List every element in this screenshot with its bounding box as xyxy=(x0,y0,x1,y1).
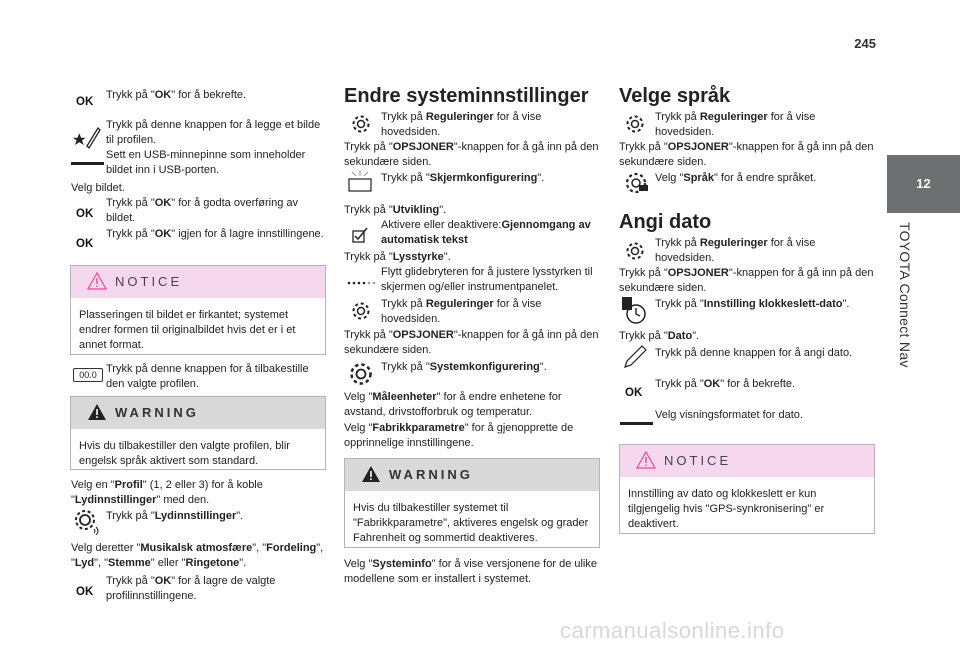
notice-triangle-icon xyxy=(87,272,107,290)
col1-p6: Trykk på "OK" igjen for å lagre innstillingene. xyxy=(106,228,324,240)
col2-p4: Trykk på "Utvikling". xyxy=(344,204,447,216)
page-number: 245 xyxy=(854,36,876,51)
chapter-tab-number: 12 xyxy=(887,155,960,213)
ok-icon: OK xyxy=(76,586,94,598)
slider-dots-icon xyxy=(346,278,376,288)
gear-icon xyxy=(624,240,646,262)
col3-p6: Trykk på "Innstilling klokkeslett-dato". xyxy=(655,298,850,310)
notice-box xyxy=(70,265,326,355)
col1-p1: Trykk på "OK" for å bekrefte. xyxy=(106,89,247,101)
col2-p7: Flytt glidebryteren for å justere lysstyrken til skjermen og/eller instrumentpanelet. xyxy=(381,266,593,293)
col3-p7: Trykk på "Dato". xyxy=(619,330,700,342)
checkbox-icon xyxy=(352,227,370,243)
gear-icon xyxy=(624,113,646,135)
warning-text: Hvis du tilbakestiller systemet til "Fabrikkparametre", aktiveres engelsk og grader Fahrenheit og sommertid deaktiveres. xyxy=(353,502,589,544)
notice-text: Innstilling av dato og klokkeslett er kun tilgjengelig hvis "GPS-synkronisering" er deaktivert. xyxy=(628,488,825,530)
section-heading-date: Angi dato xyxy=(619,211,712,233)
col1-p3: Sett en USB-minnepinne som inneholder bildet inn i USB-porten. xyxy=(106,149,306,176)
col3-p2: Trykk på "OPSJONER"-knappen for å gå inn på den sekundære siden. xyxy=(619,141,874,168)
gear-icon xyxy=(350,113,372,135)
col2-p3: Trykk på "Skjermkonfigurering". xyxy=(381,172,545,184)
col1-p8: Velg en "Profil" (1, 2 eller 3) for å koble "Lydinnstillinger" med den. xyxy=(71,479,263,506)
col1-p11: Trykk på "OK" for å lagre de valgte profilinnstillingene. xyxy=(106,575,276,602)
notice-triangle-icon xyxy=(636,451,656,469)
col2-p13: Velg "Systeminfo" for å vise versjonene for de ulike modellene som er installert i systemet. xyxy=(344,558,597,585)
star-edit-icon xyxy=(72,120,102,150)
col2-p10: Trykk på "Systemkonfigurering". xyxy=(381,361,547,373)
ok-icon: OK xyxy=(76,96,94,108)
col2-p5: Aktivere eller deaktivere:Gjennomgang av automatisk tekst xyxy=(381,219,591,246)
notice-label: NOTICE xyxy=(115,274,183,289)
col3-p9: Trykk på "OK" for å bekrefte. xyxy=(655,378,796,390)
col3-p5: Trykk på "OPSJONER"-knappen for å gå inn på den sekundære siden. xyxy=(619,267,874,294)
notice-text: Plasseringen til bildet er firkantet; systemet endrer formen til originalbildet hvis det er i et annet format. xyxy=(79,309,296,351)
ok-icon: OK xyxy=(76,208,94,220)
pencil-icon xyxy=(622,342,650,370)
warning-box xyxy=(344,458,600,548)
warning-triangle-icon xyxy=(87,403,107,421)
col1-p7: Trykk på denne knappen for å tilbakestille den valgte profilen. xyxy=(106,363,309,390)
col3-p8: Trykk på denne knappen for å angi dato. xyxy=(655,347,853,359)
notice-box xyxy=(619,444,875,534)
usb-bar-icon xyxy=(71,159,105,169)
col2-p11: Velg "Måleenheter" for å endre enhetene for avstand, drivstofforbruk og temperatur. xyxy=(344,391,562,418)
col3-p10: Velg visningsformatet for dato. xyxy=(655,409,803,421)
sound-gear-icon xyxy=(72,507,100,535)
language-icon xyxy=(623,170,649,196)
col1-p4: Velg bildet. xyxy=(71,182,125,194)
col1-p10: Velg deretter "Musikalsk atmosfære", "Fordeling", "Lyd", "Stemme" eller "Ringetone". xyxy=(71,542,324,569)
gear-icon xyxy=(350,300,372,322)
bar-icon xyxy=(620,419,654,429)
section-heading-system: Endre systeminnstillinger xyxy=(344,85,589,107)
col2-p1: Trykk på Reguleringer for å vise hovedsiden. xyxy=(381,111,542,138)
ok-icon: OK xyxy=(625,387,643,399)
warning-triangle-icon xyxy=(361,465,381,483)
screen-brightness-icon xyxy=(346,170,374,196)
ok-icon: OK xyxy=(76,238,94,250)
col2-p12: Velg "Fabrikkparametre" for å gjenopprette de opprinnelige innstillingene. xyxy=(344,422,574,449)
notice-label: NOTICE xyxy=(664,453,732,468)
warning-label: WARNING xyxy=(115,405,199,420)
col3-p3: Velg "Språk" for å endre språket. xyxy=(655,172,817,184)
col2-p9: Trykk på "OPSJONER"-knappen for å gå inn på den sekundære siden. xyxy=(344,329,599,356)
watermark: carmanualsonline.info xyxy=(560,618,785,643)
col3-p4: Trykk på Reguleringer for å vise hovedsiden. xyxy=(655,237,816,264)
col2-p6: Trykk på "Lysstyrke". xyxy=(344,251,451,263)
clock-icon xyxy=(621,296,649,326)
col1-p5: Trykk på "OK" for å godta overføring av bildet. xyxy=(106,197,299,224)
col3-p1: Trykk på Reguleringer for å vise hovedsiden. xyxy=(655,111,816,138)
section-heading-language: Velge språk xyxy=(619,85,731,107)
col1-p2: Trykk på denne knappen for å legge et bilde til profilen. xyxy=(106,119,321,146)
warning-box xyxy=(70,396,326,470)
system-gear-icon xyxy=(348,361,374,387)
col2-p8: Trykk på Reguleringer for å vise hovedsiden. xyxy=(381,298,542,325)
chapter-tab-title: TOYOTA Connect Nav xyxy=(897,222,913,368)
warning-text: Hvis du tilbakestiller den valgte profilen, blir engelsk språk aktivert som standard. xyxy=(79,440,290,467)
reset-icon: 00.0 xyxy=(73,368,103,382)
col2-p2: Trykk på "OPSJONER"-knappen for å gå inn på den sekundære siden. xyxy=(344,141,599,168)
warning-label: WARNING xyxy=(389,467,473,482)
col1-p9: Trykk på "Lydinnstillinger". xyxy=(106,510,244,522)
